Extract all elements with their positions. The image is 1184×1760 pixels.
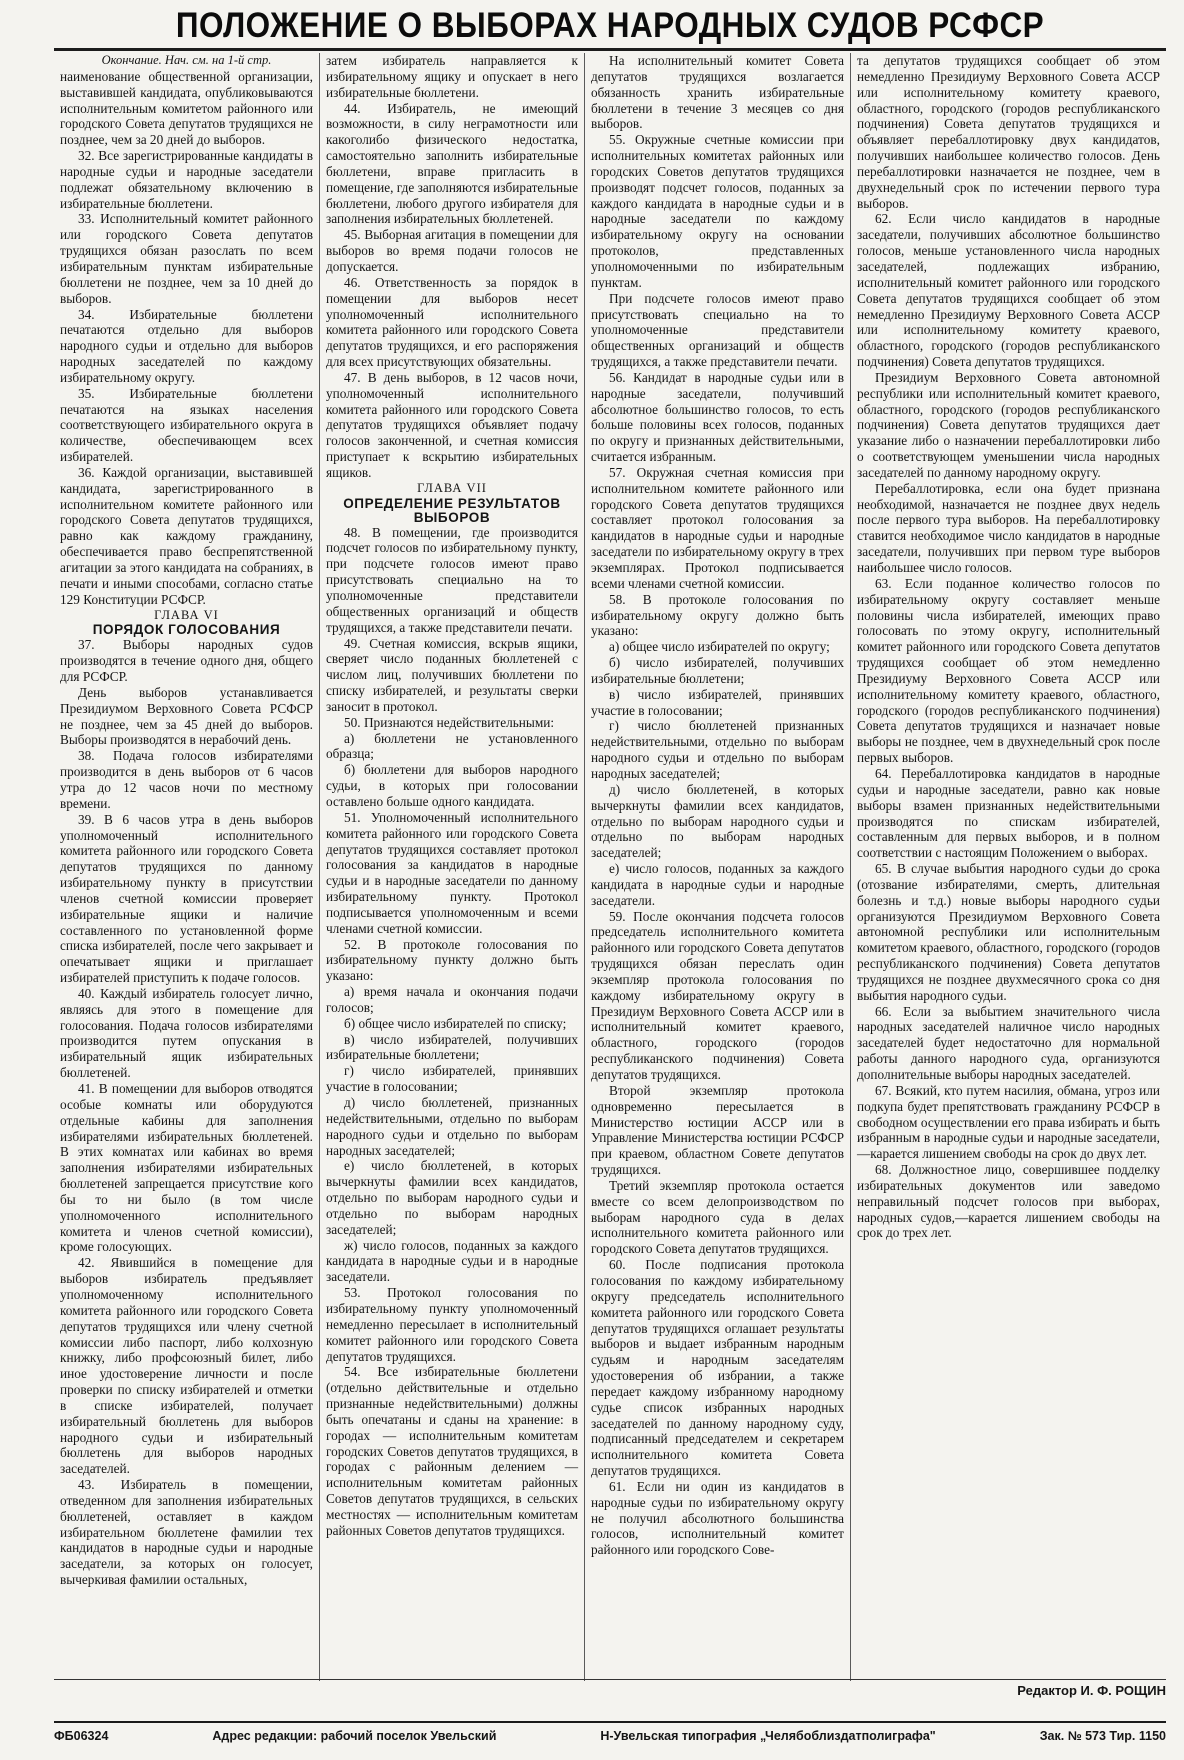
paragraph: а) общее число избирателей по округу;: [609, 639, 830, 655]
paragraph: Президиум Верховного Совета автономной республики или исполнительный комитет краевого, областного, городского (городов республиканского подчинения) Совета депутатов трудящихся дает указание либо о назначении перебаллотировки либо о соответствующем уменьшении числа народных заседателей по данному народному округу.: [857, 369, 1160, 480]
paragraph: Третий экземпляр протокола остается вместе со всем делопроизводством по выборам народного суда в делах исполнительного комитета районного или городского Совета депутатов трудящихся.: [591, 1177, 844, 1257]
chapter-number: ГЛАВА VI: [154, 607, 219, 622]
paragraph: 58. В протоколе голосования по избирательному округу должно быть указано:: [591, 591, 844, 639]
paragraph: 66. Если за выбытием значительного числа народных заседателей наличное число народных заседателей будет недостаточно для нормальной работы данного народного суда, организуются дополнительные выборы народных заседателей.: [857, 1003, 1160, 1082]
paragraph: 35. Избирательные бюллетени печатаются на языках населения соответствующего избирательного округа в количестве, обеспечивающем всех избирателей.: [60, 385, 313, 465]
article-columns: [54, 53, 1166, 1681]
paragraph: 60. После подписания протокола голосования по каждому избирательному округу председатель исполнительного комитета районного или городского Совета депутатов трудящихся оглашает результаты выборов и выдает избранным народным судьям и народным заседателям удостоверения об избрании, а также передает каждому избранному народному судье список избранных народных заседателей по данному народному суду, подписанный председателем и секретарем исполнительного комитета Совета депутатов трудящихся.: [591, 1257, 844, 1479]
column-1: [54, 53, 319, 1681]
continuation-note: Окончание. Нач. см. на 1-й стр.: [101, 53, 272, 67]
paragraph: 37. Выборы народных судов производятся в течение одного дня, общего для РСФСР.: [60, 637, 313, 685]
paragraph: 65. В случае выбытия народного судьи до срока (отозвание избирателями, смерть, длительная болезнь и т.д.) новые выборы народного судьи организуются Президиумом Верховного Совета автономной республики или исполнительным комитетом краевого, областного, городского (городов республиканского подчинения) Совета депутатов трудящихся не позднее двухмесячного срока со дня выбытия народного судьи.: [857, 861, 1160, 1003]
paragraph: 48. В помещении, где производится подсчет голосов по избирательному пункту, при подсчете голосов имеют право присутствовать специально на то уполномоченные представители общественных организаций и обществ трудящихся, а также представители печати.: [326, 524, 578, 635]
paragraph: д) число бюллетеней, в которых вычеркнуты фамилии всех кандидатов, отдельно по выборам народного судьи и отдельно по выборам народных заседателей;: [591, 781, 844, 861]
paragraph: 40. Каждый избиратель голосует лично, являясь для этого в помещение для голосования. Подача голосов избирателями производится путем опускания в избирательный ящик избирательных бюллетеней.: [60, 985, 313, 1081]
paragraph: 57. Окружная счетная комиссия при исполнительном комитете районного или городского Совета депутатов трудящихся составляет протокол голосования за кандидатов в народные судьи и народные заседатели по избирательному округу в трех экземплярах. Протокол подписывается всеми членами счетной комиссии.: [591, 464, 844, 591]
paragraph: 46. Ответственность за порядок в помещении для выборов несет уполномоченный исполнительного комитета районного или городского Совета депутатов трудящихся, и его распоряжения для всех присутствующих обязательны.: [326, 274, 578, 370]
paragraph: в) число избирателей, принявших участие в голосовании;: [591, 686, 844, 718]
column-2: [319, 53, 584, 1681]
column-3: [584, 53, 850, 1681]
paragraph: 56. Кандидат в народные судьи или в народные заседатели, получивший абсолютное большинство голосов, то есть больше половины всех голосов, поданных по округу и признанных действительными, считается избранным.: [591, 369, 844, 465]
paragraph: 50. Признаются недействительными:: [344, 714, 555, 730]
paragraph: 32. Все зарегистрированные кандидаты в народные судьи и народные заседатели подлежат обязательному включению в избирательные бюллетени.: [60, 148, 313, 211]
paragraph: 63. Если поданное количество голосов по избирательному округу составляет меньше половины числа избирателей, имеющих право голосовать по этому округу, исполнительный комитет районного или городского Совета депутатов трудящихся сообщает об этом немедленно Президиуму Верховного Совета АССР или исполнительному комитету краевого, областного, городского (городов республиканского подчинения) Совета депутатов трудящихся и назначает новые выборы не позднее, чем в двухнедельный срок после первых выборов.: [857, 575, 1160, 766]
paragraph: г) число избирателей, принявших участие в голосовании;: [326, 1063, 578, 1095]
paragraph: Перебаллотировка, если она будет признана необходимой, назначается не позднее двух недель после первого тура выборов. На перебаллотировку ставится необходимое число кандидатов в народные заседатели, получивших при первом туре выборов наибольшее число голосов.: [857, 480, 1160, 575]
paragraph: 41. В помещении для выборов отводятся особые комнаты или оборудуются отдельные кабины для заполнения избирателями избирательных бюллетеней. В этих комнатах или кабинах во время заполнения избирателями избирательных бюллетеней запрещается присутствие кого бы то ни было (в том числе уполномоченного исполнительного комитета и членов счетной комиссии), кроме голосующих.: [60, 1081, 313, 1255]
paragraph: та депутатов трудящихся сообщает об этом немедленно Президиуму Верховного Совета АССР или исполнительному комитету краевого, областного, городского (городов республиканского подчинения) Совета депутатов трудящихся и объявляет перебаллотировку двух кандидатов, получивших наибольшее количество голосов. День перебаллотировки назначается не позднее, чем в двухнедельный срок по истечении первого тура выборов.: [857, 53, 1160, 211]
paragraph: 49. Счетная комиссия, вскрыв ящики, сверяет число поданных бюллетеней с числом лиц, получивших бюллетени по списку избирателей, и результаты сверки заносит в протокол.: [326, 635, 578, 714]
column-4: [850, 53, 1166, 1681]
paragraph: 45. Выборная агитация в помещении для выборов во время подачи голосов не допускается.: [326, 227, 578, 274]
paragraph: 54. Все избирательные бюллетени (отдельно действительные и отдельно признанные недействительными) должны быть опечатаны и сданы на хранение: в городах — исполнительным комитетам городских Советов депутатов трудящихся, в городах с районным делением — исполнительным комитетам районных Советов депутатов трудящихся, в сельских местностях — исполнительным комитетам районных Советов депутатов трудящихся.: [326, 1364, 578, 1538]
paragraph: 53. Протокол голосования по избирательному пункту уполномоченный немедленно пересылает в исполнительный комитет районного или городского Совета депутатов трудящихся.: [326, 1285, 578, 1364]
imprint-footer: [54, 1721, 1166, 1749]
paragraph: При подсчете голосов имеют право присутствовать специально на то уполномоченные представители общественных организаций и обществ трудящихся, а также представители печати.: [591, 290, 844, 370]
paragraph: 38. Подача голосов избирателями производится в день выборов от 6 часов утра до 12 часов ночи по местному времени.: [60, 748, 313, 811]
paragraph: а) бюллетени не установленного образца;: [326, 730, 578, 762]
paragraph: 33. Исполнительный комитет районного или городского Совета депутатов трудящихся обязан разослать по всем избирательным пунктам избирательные бюллетени не позднее, чем за 10 дней до выборов.: [60, 211, 313, 306]
paragraph: 64. Перебаллотировка кандидатов в народные судьи и народные заседатели, равно как новые выборы взамен признанных недействительными производятся по спискам избирателей, составленным для первых выборов, и в полном соответствии с настоящим Положением о выборах.: [857, 765, 1160, 861]
paragraph: ж) число голосов, поданных за каждого кандидата в народные судьи и в народные заседатели.: [326, 1237, 578, 1285]
paragraph: а) время начала и окончания подачи голосов;: [326, 984, 578, 1015]
top-rule: [54, 48, 1166, 51]
paragraph: г) число бюллетеней признанных недействительными, отдельно по выборам народного судьи и отдельно по выборам народных заседателей;: [591, 718, 844, 781]
paragraph: 39. В 6 часов утра в день выборов уполномоченный исполнительного комитета районного или городского Совета депутатов трудящихся по данному избирательному пункту в присутствии членов счетной комиссии проверяет избирательные ящики и наличие составленного по установленной форме списка избирателей, после чего закрывает и опечатывает ящики и приглашает избирателей приступить к подаче голосов.: [60, 811, 313, 986]
paragraph: 51. Уполномоченный исполнительного комитета районного или городского Совета депутатов трудящихся составляет протокол голосования за кандидатов в народные судьи и в народные заседатели по данному избирательному пункту. Протокол подписывается уполномоченным и всеми членами счетной комиссии.: [326, 809, 578, 936]
paragraph: в) число избирателей, получивших избирательные бюллетени;: [326, 1031, 578, 1063]
paragraph: 61. Если ни один из кандидатов в народные судьи по избирательному округу не получил абсолютного большинства голосов, исполнительный комитет районного или городского Сове-: [591, 1478, 844, 1558]
paragraph: б) общее число избирателей по списку;: [344, 1015, 567, 1031]
footer-code: ФБ06324: [54, 1729, 109, 1743]
paragraph: б) число избирателей, получивших избирательные бюллетени;: [591, 655, 844, 686]
paragraph: 55. Окружные счетные комиссии при исполнительных комитетах районных или городских Советов депутатов трудящихся производят подсчет голосов, поданных за каждого кандидата в народные судьи и в народные заседатели по каждому избирательному округу на основании протоколов, представленных уполномоченными по избирательным пунктам.: [591, 132, 844, 290]
editor-credit: Редактор И. Ф. РОЩИН: [54, 1679, 1166, 1702]
paragraph: 42. Явившийся в помещение для выборов избиратель предъявляет уполномоченному исполнительного комитета районного или городского Совета депутатов трудящихся или члену счетной комиссии либо паспорт, либо колхозную книжку, либо профсоюзный билет, либо иное удостоверение личности и после проверки по списку избирателей и отметки в списке избирателей, получает избирательный бюллетень для выборов народного судьи и избирательный бюллетень для выборов народных заседателей.: [60, 1255, 313, 1477]
paragraph: е) число бюллетеней, в которых вычеркнуты фамилии всех кандидатов, отдельно по выборам народного судьи и отдельно по выборам народных заседателей;: [326, 1158, 578, 1237]
footer-printer: Н-Увельская типография „Челябоблиздатполиграфа": [600, 1729, 936, 1743]
paragraph: 43. Избиратель в помещении, отведенном для заполнения избирательных бюллетеней, оставляет в каждом избирательном бюллетене фамилии тех кандидатов в народные судьи и народные заседатели, за которых он голосует, вычеркивая фамилии остальных,: [60, 1477, 313, 1588]
paragraph: 67. Всякий, кто путем насилия, обмана, угроз или подкупа будет препятствовать гражданину РСФСР в свободном осуществлении его права избирать и быть избранным в народные судьи и народные заседатели,—карается лишением свободы на срок до двух лет.: [857, 1082, 1160, 1162]
headline: ПОЛОЖЕНИЕ О ВЫБОРАХ НАРОДНЫХ СУДОВ РСФСР: [175, 6, 1045, 45]
paragraph: 34. Избирательные бюллетени печатаются отдельно для выборов народного судьи и отдельно для выборов народных заседателей по каждому избирательному округу.: [60, 306, 313, 385]
paragraph: 44. Избиратель, не имеющий возможности, в силу неграмотности или какоголибо физического недостатка, самостоятельно заполнить избирательные бюллетени, вправе пригласить в помещение, где заполняются избирательные бюллетени, любого другого избирателя для заполнения избирательных бюллетеней.: [326, 100, 578, 227]
paragraph: Второй экземпляр протокола одновременно пересылается в Министерство юстиции АССР или в Управление Министерства юстиции РСФСР при краевом, областном Совете депутатов трудящихся.: [591, 1082, 844, 1178]
paragraph: е) число голосов, поданных за каждого кандидата в народные судьи и народные заседатели.: [591, 861, 844, 908]
footer-order: Зак. № 573 Тир. 1150: [1039, 1729, 1166, 1743]
chapter-number: ГЛАВА VII: [417, 480, 487, 495]
chapter-title: ПОРЯДОК ГОЛОСОВАНИЯ: [92, 622, 281, 638]
paragraph: 62. Если число кандидатов в народные заседатели, получивших абсолютное большинство голосов, меньше установленного числа народных заседателей, подлежащих избранию, исполнительный комитет районного или городского Совета депутатов трудящихся сообщает об этом немедленно Президиуму Верховного Совета АССР или исполнительному комитету краевого, областного, городского (городов республиканского подчинения) Совета депутатов трудящихся.: [857, 211, 1160, 370]
paragraph: б) бюллетени для выборов народного судьи, в которых при голосовании оставлено больше одного кандидата.: [326, 762, 578, 809]
paragraph: 68. Должностное лицо, совершившее подделку избирательных документов или заведомо неправильный подсчет голосов при выборах, народных судов,—карается лишением свободы на срок до трех лет.: [857, 1162, 1160, 1241]
paragraph: День выборов устанавливается Президиумом Верховного Совета РСФСР не позднее, чем за 45 дней до выборов. Выборы производятся в нерабочий день.: [60, 684, 313, 748]
paragraph: 47. В день выборов, в 12 часов ночи, уполномоченный исполнительного комитета районного или городского Совета депутатов трудящихся объявляет подачу голосов законченной, и счетная комиссия приступает к вскрытию избирательных ящиков.: [326, 369, 578, 480]
paragraph: На исполнительный комитет Совета депутатов трудящихся возлагается обязанность хранить избирательные бюллетени в течение 3 месяцев со дня выборов.: [591, 53, 844, 132]
paragraph: 52. В протоколе голосования по избирательному пункту должно быть указано:: [326, 936, 578, 984]
paragraph: 36. Каждой организации, выставившей кандидата, зарегистрированного в исполнительном комитете районного или городского Совета депутатов трудящихся, равно как каждому гражданину, обеспечивается право беспрепятственной агитации за этого кандидата на собраниях, в печати и иными способами, согласно статье 129 Конституции РСФСР.: [60, 464, 313, 607]
paragraph: наименование общественной организации, выставившей кандидата, опубликовываются исполнительным комитетом районного или городского Совета депутатов трудящихся не позднее, чем за 20 дней до выборов.: [60, 68, 313, 148]
chapter-title: ОПРЕДЕЛЕНИЕ РЕЗУЛЬТАТОВ ВЫБОРОВ: [343, 495, 561, 525]
paragraph: затем избиратель направляется к избирательному ящику и опускает в него избирательные бюллетени.: [326, 53, 578, 100]
paragraph: 59. После окончания подсчета голосов председатель исполнительного комитета районного или городского Совета депутатов трудящихся обязан переслать один экземпляр протокола голосования по каждому избирательному округу в Президиум Верховного Совета АССР или в исполнительный комитет краевого, областного, городского (городов республиканского подчинения) Совета депутатов трудящихся.: [591, 908, 844, 1082]
paragraph: д) число бюллетеней, признанных недействительными, отдельно по выборам народного судьи и отдельно по выборам народных заседателей;: [326, 1095, 578, 1158]
footer-address: Адрес редакции: рабочий поселок Увельский: [212, 1729, 497, 1743]
